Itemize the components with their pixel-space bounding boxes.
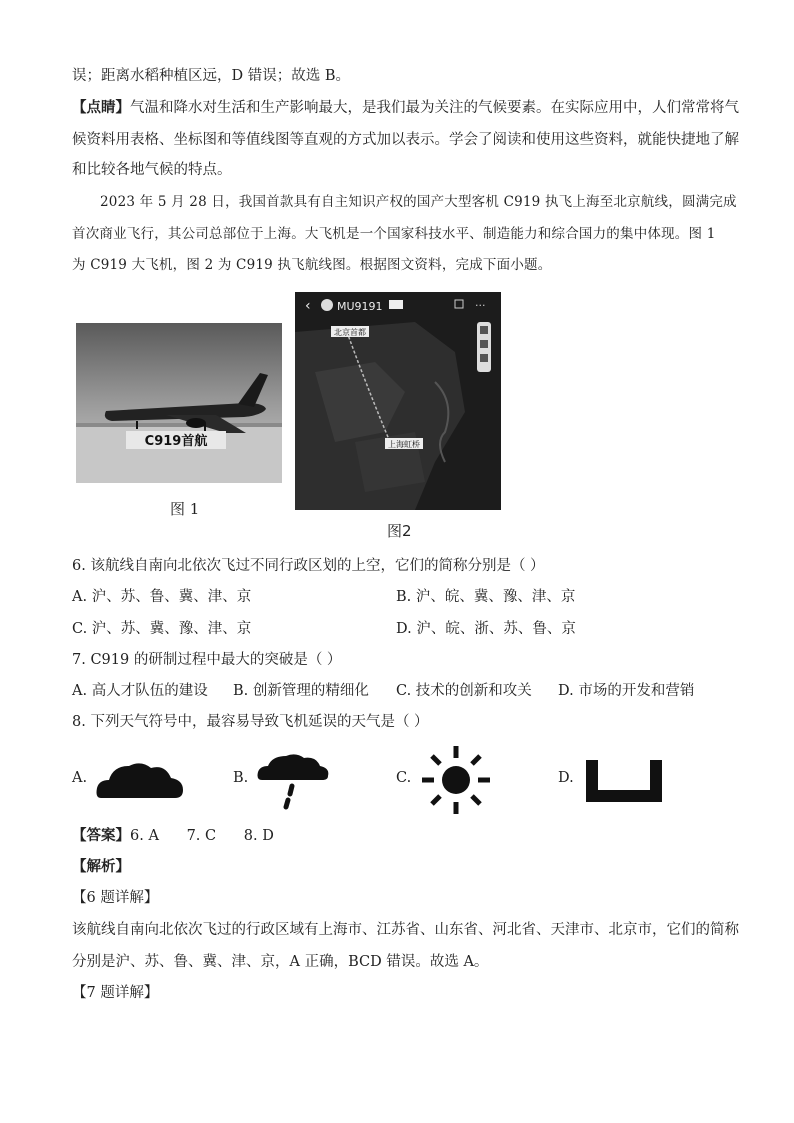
q8-option-a[interactable]: A. (72, 770, 88, 786)
svg-text:···: ··· (475, 299, 486, 312)
back-icon: ‹ (305, 298, 311, 314)
question-8-stem: 8. 下列天气符号中，最容易导致飞机延误的天气是（ ） (72, 714, 429, 730)
q7-option-c[interactable]: C. 技术的创新和攻关 (396, 683, 532, 699)
q7-option-b[interactable]: B. 创新管理的精细化 (233, 683, 369, 699)
q8-option-d[interactable]: D. (558, 770, 574, 786)
figure-2-map (295, 292, 501, 510)
flight-number: MU9191 (337, 300, 383, 313)
answer-text: 6. A 7. C 8. D (130, 828, 274, 844)
question-7-stem: 7. C919 的研制过程中最大的突破是（ ） (72, 652, 342, 668)
q7-detail-title: 【7 题详解】 (72, 985, 159, 1001)
figure-1-caption: 图 1 (170, 500, 200, 518)
tip-line (72, 98, 739, 118)
answer-line (72, 826, 274, 846)
q6-detail-text: 分别是沪、苏、鲁、冀、津、京，A 正确，BCD 错误。故选 A。 (72, 954, 489, 970)
sunny-icon (420, 744, 492, 816)
q6-option-b[interactable]: B. 沪、皖、冀、豫、津、京 (396, 589, 576, 605)
passage-line: 首次商业飞行，其公司总部位于上海。大飞机是一个国家科技水平、制造能力和综合国力的集中体现。图 1 (72, 226, 716, 242)
q6-option-c[interactable]: C. 沪、苏、冀、豫、津、京 (72, 621, 252, 637)
q6-detail-text: 该航线自南向北依次飞过的行政区域有上海市、江苏省、山东省、河北省、天津市、北京市，它们的简称 (72, 922, 739, 938)
plane-sign-text: C919首航 (144, 434, 208, 449)
text-line: 误；距离水稻种植区远，D 错误；故选 B。 (72, 68, 350, 84)
q8-option-b[interactable]: B. (233, 770, 249, 786)
q7-option-d[interactable]: D. 市场的开发和营销 (558, 683, 695, 699)
route-map (295, 292, 501, 510)
q7-option-a[interactable]: A. 高人才队伍的建设 (72, 683, 208, 699)
q6-option-d[interactable]: D. 沪、皖、浙、苏、鲁、京 (396, 621, 576, 637)
q6-detail-title: 【6 题详解】 (72, 890, 159, 906)
tip-tag: 【点睛】 (72, 99, 130, 116)
passage-line: 2023 年 5 月 28 日，我国首款具有自主知识产权的国产大型客机 C919 执飞上海至北京航线，圆满完成 (100, 194, 737, 210)
shanghai-label: 上海虹桥 (388, 440, 420, 449)
question-6-stem: 6. 该航线自南向北依次飞过不同行政区划的上空，它们的简称分别是（ ） (72, 558, 545, 574)
figure-1-photo (76, 323, 282, 483)
frost-symbol-icon (584, 758, 664, 804)
tip-text: 气温和降水对生活和生产影响最大，是我们最为关注的气候要素。在实际应用中，人们常常将气 (130, 100, 739, 116)
cloud-rain-icon (256, 752, 330, 810)
passage-line: 为 C919 大飞机，图 2 为 C919 执飞航线图。根据图文资料，完成下面小题。 (72, 257, 552, 273)
answer-tag: 【答案】 (72, 827, 130, 844)
q8-option-c[interactable]: C. (396, 770, 412, 786)
figure-2-caption: 图2 (387, 522, 412, 540)
overcast-cloud-icon (95, 758, 185, 800)
beijing-label: 北京首都 (334, 328, 366, 337)
airplane-photo (76, 323, 282, 483)
text-line: 和比较各地气候的特点。 (72, 162, 232, 178)
text-line: 候资料用表格、坐标图和等值线图等直观的方式加以表示。学会了阅读和使用这些资料，就能快捷地了解 (72, 132, 739, 148)
q6-option-a[interactable]: A. 沪、苏、鲁、冀、津、京 (72, 589, 252, 605)
analysis-heading: 【解析】 (72, 858, 130, 875)
